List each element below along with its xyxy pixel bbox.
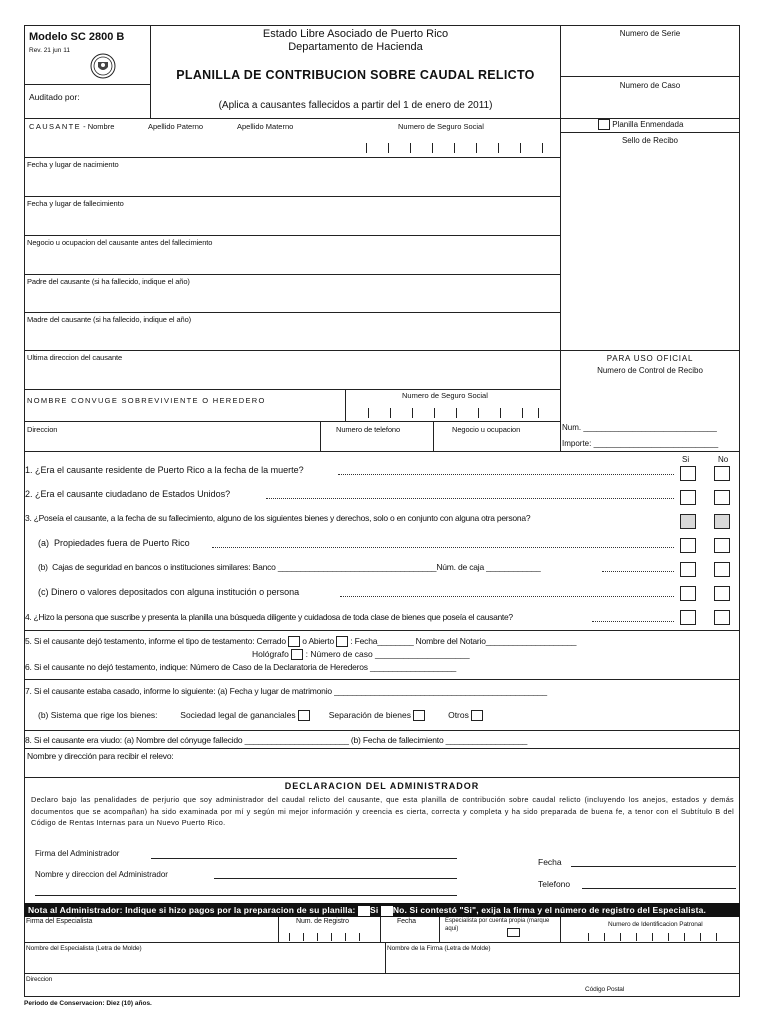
form-subtitle: (Aplica a causantes fallecidos a partir del 1 de enero de 2011) xyxy=(218,100,493,111)
serial-number-label: Numero de Serie xyxy=(619,29,681,38)
specialist-reg-label: Num. de Registro xyxy=(296,918,349,925)
date-divider xyxy=(380,917,381,942)
spouse-phone-label: Numero de telefono xyxy=(336,425,401,434)
row-line-relevo xyxy=(24,748,740,749)
admin-date-label: Fecha xyxy=(538,857,562,867)
retention-period: Periodo de Conservacion: Diez (10) años. xyxy=(24,1000,152,1007)
specialist-date-label: Fecha xyxy=(397,918,416,925)
phone-divider xyxy=(320,421,321,451)
admin-date-line[interactable] xyxy=(571,866,736,867)
serial-column xyxy=(560,25,740,118)
row-line-q7 xyxy=(24,679,740,680)
q3-yes-box xyxy=(680,514,696,529)
admin-phone-label: Telefono xyxy=(538,879,571,889)
q2-yes-box[interactable] xyxy=(680,490,696,505)
question-5-holograph: Hológrafo xyxy=(252,649,289,659)
specialist-signature-label: Firma del Especialista xyxy=(26,918,93,925)
question-3a-letter: (a) xyxy=(38,538,49,548)
firm-divider xyxy=(385,942,386,973)
no-header: No xyxy=(718,455,729,464)
paid-yes-label: Si xyxy=(370,905,379,915)
seal-label: Sello de Recibo xyxy=(621,136,679,145)
will-open-checkbox[interactable] xyxy=(336,636,348,647)
question-3a-row xyxy=(38,538,190,548)
causante-label xyxy=(29,122,114,131)
admin-name-label: Nombre y direccion del Administrador xyxy=(35,870,168,879)
occupation-divider xyxy=(433,421,434,451)
paid-no-label: No. xyxy=(392,905,408,915)
official-num-field[interactable]: Num. ______________________________ xyxy=(562,423,717,432)
hacienda-seal-icon xyxy=(90,53,116,79)
row-line-specialist-name xyxy=(24,942,740,943)
question-4-leader xyxy=(592,621,674,622)
relevo-label: Nombre y dirección para recibir el relevo: xyxy=(27,751,174,761)
question-3b-row xyxy=(38,562,540,572)
question-2-leader xyxy=(266,498,674,499)
property-other-checkbox[interactable] xyxy=(471,710,483,721)
specialist-self-label: Especialista por cuenta propia (marque aqui) xyxy=(445,918,550,932)
row-line-death xyxy=(24,196,560,197)
specialist-note-bar xyxy=(24,903,740,917)
row-line-q8 xyxy=(24,730,740,731)
question-2: 2. ¿Era el causante ciudadano de Estados Unidos? xyxy=(25,489,231,499)
question-3a-leader xyxy=(212,547,674,548)
q3a-no-box[interactable] xyxy=(714,538,730,553)
form-title: PLANILLA DE CONTRIBUCION SOBRE CAUDAL RELICTO xyxy=(176,68,535,82)
serial-divider xyxy=(560,76,740,77)
state-line-2: Departamento de Hacienda xyxy=(288,41,423,53)
specialist-firm-label: Nombre de la Firma (Letra de Molde) xyxy=(387,945,491,952)
specialist-note-pre: Nota al Administrador: Indique si hizo pagos por la preparacion de su planilla: xyxy=(28,905,356,915)
self-employed-checkbox[interactable] xyxy=(507,928,520,937)
row-line-spouse-address xyxy=(24,421,560,422)
last-address-label: Ultima direccion del causante xyxy=(27,353,123,362)
row-line-declaration xyxy=(24,777,740,778)
question-7b: (b) Sistema que rige los bienes: xyxy=(38,710,158,720)
property-separation-label: Separación de bienes xyxy=(328,710,411,720)
admin-address-line[interactable] xyxy=(35,895,457,896)
question-5-date: : Fecha________ Nombre del Notario____________________ xyxy=(350,636,577,646)
form-frame xyxy=(24,25,740,997)
row-line-mother xyxy=(24,312,560,313)
audited-by-label: Auditado por: xyxy=(29,92,80,102)
spouse-ssn-divider xyxy=(345,389,346,421)
ssn-ticks[interactable] xyxy=(350,143,555,157)
will-holograph-checkbox[interactable] xyxy=(291,649,303,660)
property-separation-checkbox[interactable] xyxy=(413,710,425,721)
causante-word: CAUSANTE xyxy=(29,122,82,131)
spouse-address-label: Direccion xyxy=(27,425,58,434)
business-label: Negocio u ocupacion del causante antes del fallecimiento xyxy=(27,238,213,247)
case-number-label: Numero de Caso xyxy=(619,81,681,90)
specialist-address-label: Direccion xyxy=(26,976,53,983)
question-5-open: o Abierto xyxy=(302,636,334,646)
specialist-note-post: Si contestó "Si", exija la firma y el número de registro del Especialista. xyxy=(409,905,707,915)
amended-label: Planilla Enmendada xyxy=(612,120,684,129)
official-use-label: PARA USO OFICIAL xyxy=(606,354,694,363)
q3c-no-box[interactable] xyxy=(714,586,730,601)
question-7b-row xyxy=(38,710,483,721)
q1-no-box[interactable] xyxy=(714,466,730,481)
question-5-holograph-row xyxy=(252,649,470,660)
row-line-questions xyxy=(24,451,740,452)
q3c-yes-box[interactable] xyxy=(680,586,696,601)
self-divider xyxy=(439,917,440,942)
question-3a: Propiedades fuera de Puerto Rico xyxy=(54,538,190,548)
property-other-label: Otros xyxy=(448,710,469,720)
question-5-case: : Número de caso ____________________ xyxy=(305,649,470,659)
spouse-ssn-label: Numero de Seguro Social xyxy=(402,391,488,400)
question-3b-letter: (b) xyxy=(38,562,48,572)
causante-name-label: - Nombre xyxy=(83,122,115,131)
admin-signature-line[interactable] xyxy=(151,858,457,859)
question-3c-leader xyxy=(340,596,674,597)
official-importe-field[interactable]: Importe: ____________________________ xyxy=(562,439,719,448)
death-label: Fecha y lugar de fallecimiento xyxy=(27,199,124,208)
specialist-ein-label: Numero de Identificacion Patronal xyxy=(608,921,703,928)
declaration-text: Declaro bajo las penalidades de perjurio que soy administrador del caudal relicto del causante, que esta planilla de contribución sobre caudal relicto (incluyendo los anejos, estados y demás documentos que se acompañan) ha sido examinada por mí y según mi mejor información y creencia es cierta, correcta y completa y ha sido preparada de buena fe, a tenor con el Subtítulo B del Código de Rentas Internas para un Nuevo Puerto Rico. xyxy=(31,795,734,827)
specialist-name-label: Nombre del Especialista (Letra de Molde) xyxy=(26,945,142,952)
question-1: 1. ¿Era el causante residente de Puerto Rico a la fecha de la muerte? xyxy=(25,465,304,475)
amended-checkbox-row xyxy=(598,119,683,130)
apellido-paterno-label: Apellido Paterno xyxy=(148,122,204,131)
question-3b: Cajas de seguridad en bancos o instituciones similares: Banco ___________________________________Núm. de caja ____________ xyxy=(52,562,541,572)
question-3: 3. ¿Poseía el causante, a la fecha de su fallecimiento, alguno de los siguientes bienes y derechos, solo o en conjunto con alguna otra persona? xyxy=(25,513,531,523)
property-community-checkbox[interactable] xyxy=(298,710,310,721)
spouse-ssn-ticks[interactable] xyxy=(350,408,555,420)
q3a-yes-box[interactable] xyxy=(680,538,696,553)
question-6: 6. Si el causante no dejó testamento, indique: Número de Caso de la Declaratoria de Herederos ___________________ xyxy=(25,662,457,672)
row-line-spouse xyxy=(24,389,560,390)
q3b-yes-box[interactable] xyxy=(680,562,696,577)
question-4: 4. ¿Hizo la persona que suscribe y presenta la planilla una búsqueda diligente y cuidadosa de toda clase de bienes que poseía el causante? xyxy=(25,612,513,622)
spouse-business-label: Negocio u ocupacion xyxy=(452,425,521,434)
spouse-label: NOMBRE CONVUGE SOBREVIVIENTE O HEREDERO xyxy=(27,396,266,405)
admin-phone-line[interactable] xyxy=(582,888,736,889)
question-5: 5. Si el causante dejó testamento, informe el tipo de testamento: Cerrado xyxy=(25,636,286,646)
reg-divider xyxy=(278,917,279,942)
row-line-address xyxy=(24,350,740,351)
row-line-q5 xyxy=(24,630,740,631)
yes-header: Si xyxy=(682,455,690,464)
amended-checkbox[interactable] xyxy=(598,119,610,130)
model-number: Modelo SC 2800 B xyxy=(29,31,125,43)
will-closed-checkbox[interactable] xyxy=(288,636,300,647)
father-label: Padre del causante (si ha fallecido, indique el año) xyxy=(27,277,190,286)
property-community-label: Sociedad legal de gananciales xyxy=(180,710,296,720)
row-line-business xyxy=(24,235,560,236)
question-3c: (c) Dinero o valores depositados con alguna institución o persona xyxy=(38,587,300,597)
specialist-zip-label: Código Postal xyxy=(585,986,625,993)
revision-date: Rev. 21 jun 11 xyxy=(29,47,70,54)
question-8: 8. Si el causante era viudo: (a) Nombre del cónyuge fallecido _______________________ (b) Fecha de fallecimiento __________________ xyxy=(25,735,528,745)
seal-divider xyxy=(560,132,740,133)
q4-no-box[interactable] xyxy=(714,610,730,625)
paid-yes-checkbox[interactable] xyxy=(358,906,370,916)
q3-no-box xyxy=(714,514,730,529)
q3b-no-box[interactable] xyxy=(714,562,730,577)
q4-yes-box[interactable] xyxy=(680,610,696,625)
q1-yes-box[interactable] xyxy=(680,466,696,481)
q2-no-box[interactable] xyxy=(714,490,730,505)
state-line-1: Estado Libre Asociado de Puerto Rico xyxy=(262,28,449,40)
receipt-control-label: Numero de Control de Recibo xyxy=(597,366,703,375)
declaration-title: DECLARACION DEL ADMINISTRADOR xyxy=(284,781,480,791)
row-line-specialist-address xyxy=(24,973,740,974)
row-line-birth xyxy=(24,157,560,158)
apellido-materno-label: Apellido Materno xyxy=(237,122,294,131)
admin-signature-label: Firma del Administrador xyxy=(35,849,120,858)
birth-label: Fecha y lugar de nacimiento xyxy=(27,160,119,169)
paid-no-checkbox[interactable] xyxy=(381,906,393,916)
question-7: 7. Si el causante estaba casado, informe lo siguiente: (a) Fecha y lugar de matrimonio _______________________________________________ xyxy=(25,686,547,696)
question-3b-leader xyxy=(602,571,674,572)
ssn-label: Numero de Seguro Social xyxy=(398,122,484,131)
row-line-father xyxy=(24,274,560,275)
right-column-divider xyxy=(560,118,561,451)
ein-divider xyxy=(560,917,561,942)
question-1-leader xyxy=(338,474,674,475)
question-5-row xyxy=(25,636,576,647)
admin-name-line[interactable] xyxy=(214,878,457,879)
mother-label: Madre del causante (si ha fallecido, indique el año) xyxy=(27,315,192,324)
